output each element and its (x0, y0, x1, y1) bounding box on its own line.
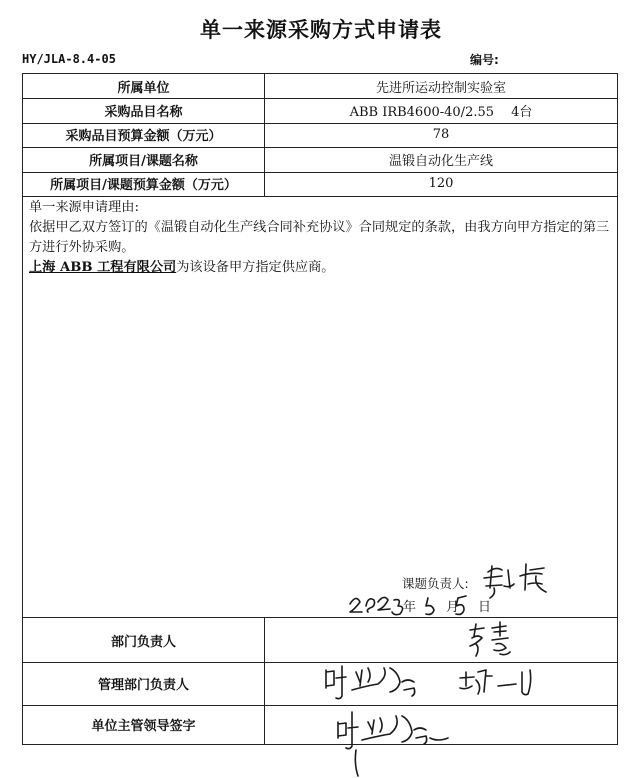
row-value-project-budget: 120 (428, 176, 454, 192)
date-year-mark: 年 (403, 600, 417, 615)
form-row (23, 98, 617, 123)
row-value-project-name: 温锻自动化生产线 (388, 153, 493, 169)
reason-heading: 单一来源申请理由: (29, 200, 139, 215)
reason-section (23, 196, 617, 618)
signature-label-leader: 单位主管领导签字 (23, 705, 265, 744)
supplier-name: 上海 ABB 工程有限公司 (29, 260, 177, 275)
signature-row-management (23, 662, 617, 706)
row-label-item-name: 采购品目名称 (23, 98, 265, 122)
document-number: HY/JLA-8.4-05 (22, 52, 116, 66)
application-form-table (22, 73, 618, 745)
form-row (23, 147, 617, 172)
signature-row-leader (23, 705, 617, 744)
row-label-item-budget: 采购品目预算金额（万元） (23, 123, 265, 147)
form-row (23, 123, 617, 148)
signature-label-department: 部门负责人 (23, 618, 265, 662)
signature-cell-management (265, 662, 617, 705)
row-value-unit: 先进所运动控制实验室 (375, 80, 506, 96)
date-day-mark: 日 (478, 600, 492, 615)
responsible-person-label: 课题负责人: (402, 576, 469, 591)
serial-number-label: 编号: (470, 53, 499, 67)
reason-supplier-line (29, 258, 611, 278)
row-label-unit: 所属单位 (23, 74, 265, 98)
row-value-item-name: ABB IRB4600-40/2.55 4台 (349, 105, 533, 121)
signature-cell-leader (265, 705, 617, 744)
date-month-mark: 月 (446, 600, 460, 615)
form-row (23, 172, 617, 197)
row-label-project-budget: 所属项目/课题预算金额（万元） (23, 172, 265, 196)
page-title: 单一来源采购方式申请表 (200, 18, 442, 42)
reason-body: 依据甲乙双方签订的《温锻自动化生产线合同补充协议》合同规定的条款，由我方向甲方指定的第三方进行外协采购。 (29, 220, 610, 255)
signature-row-department (23, 618, 617, 663)
row-value-item-budget: 78 (432, 127, 450, 143)
signature-cell-department (265, 618, 617, 662)
supplier-suffix: 为该设备甲方指定供应商。 (176, 260, 335, 275)
signature-label-management: 管理部门负责人 (23, 662, 265, 705)
form-row (23, 74, 617, 99)
row-label-project-name: 所属项目/课题名称 (23, 147, 265, 171)
